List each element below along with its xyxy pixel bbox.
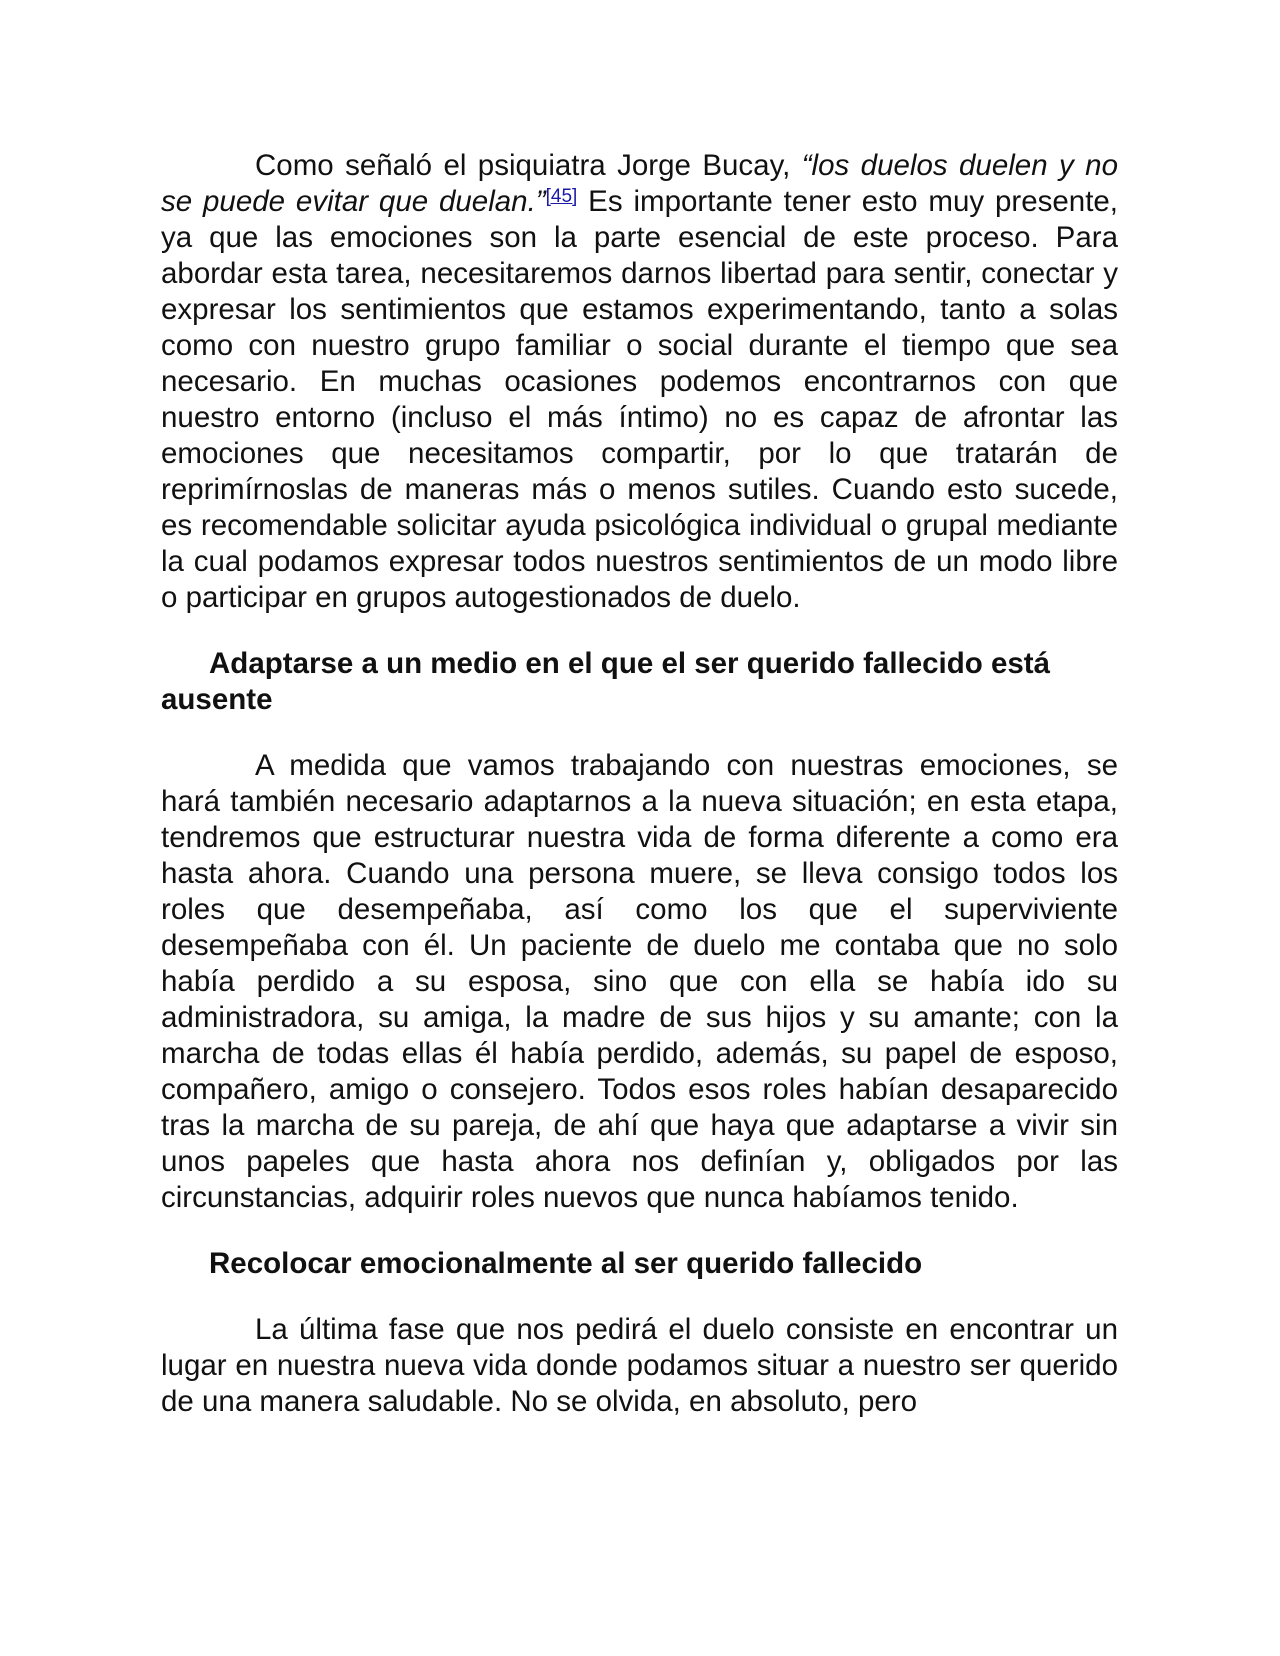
spacer xyxy=(161,616,1118,646)
section-heading-adapt: Adaptarse a un medio en el que el ser querido fallecido está ausente xyxy=(161,647,1050,716)
paragraph-rest: Es importante tener esto muy presente, ya que las emociones son la parte esencial de este proceso. Para abordar esta tarea, necesitaremos darnos libertad para sentir, conectar y expresar los sentimientos que estamos experimentando, tanto a solas como con nuestro grupo familiar o social durante el tiempo que sea necesario. En muchas ocasiones podemos encontrarnos con que nuestro entorno (incluso el más íntimo) no es capaz de afrontar las emociones que necesitamos compartir, por lo que tratarán de reprimírnoslas de maneras más o menos sutiles. Cuando esto sucede, es recomendable solicitar ayuda psicológica individual o grupal mediante la cual podamos expresar todos nuestros sentimientos de un modo libre o participar en grupos autogestionados de duelo. xyxy=(161,185,1118,614)
document-page xyxy=(161,148,1118,1420)
paragraph-lead: Como señaló el psiquiatra Jorge Bucay, xyxy=(255,149,802,182)
paragraph-adapt: A medida que vamos trabajando con nuestras emociones, se hará también necesario adaptarnos a la nueva situación; en esta etapa, tendremos que estructurar nuestra vida de forma diferente a como era hasta ahora. Cuando una persona muere, se lleva consigo todos los roles que desempeñaba, así como los que el superviviente desempeñaba con él. Un paciente de duelo me contaba que no solo había perdido a su esposa, sino que con ella se había ido su administradora, su amiga, la madre de sus hijos y su amante; con la marcha de todas ellas él había perdido, además, su papel de esposo, compañero, amigo o consejero. Todos esos roles habían desaparecido tras la marcha de su pareja, de ahí que haya que adaptarse a vivir sin unos papeles que hasta ahora nos definían y, obligados por las circunstancias, adquirir roles nuevos que nunca habíamos tenido. xyxy=(161,749,1118,1214)
spacer xyxy=(161,1216,1118,1246)
paragraph-relocate: La última fase que nos pedirá el duelo consiste en encontrar un lugar en nuestra nueva vida donde podamos situar a nuestro ser querido de una manera saludable. No se olvida, en absoluto, pero xyxy=(161,1313,1118,1418)
footnote-link[interactable]: [45] xyxy=(545,186,578,207)
spacer xyxy=(161,1282,1118,1312)
spacer xyxy=(161,718,1118,748)
section-heading-relocate: Recolocar emocionalmente al ser querido fallecido xyxy=(209,1247,923,1280)
paragraph-intro xyxy=(161,148,1118,616)
bucay-quote: “los duelos duelen y no se puede evitar que duelan.” xyxy=(161,149,1118,218)
